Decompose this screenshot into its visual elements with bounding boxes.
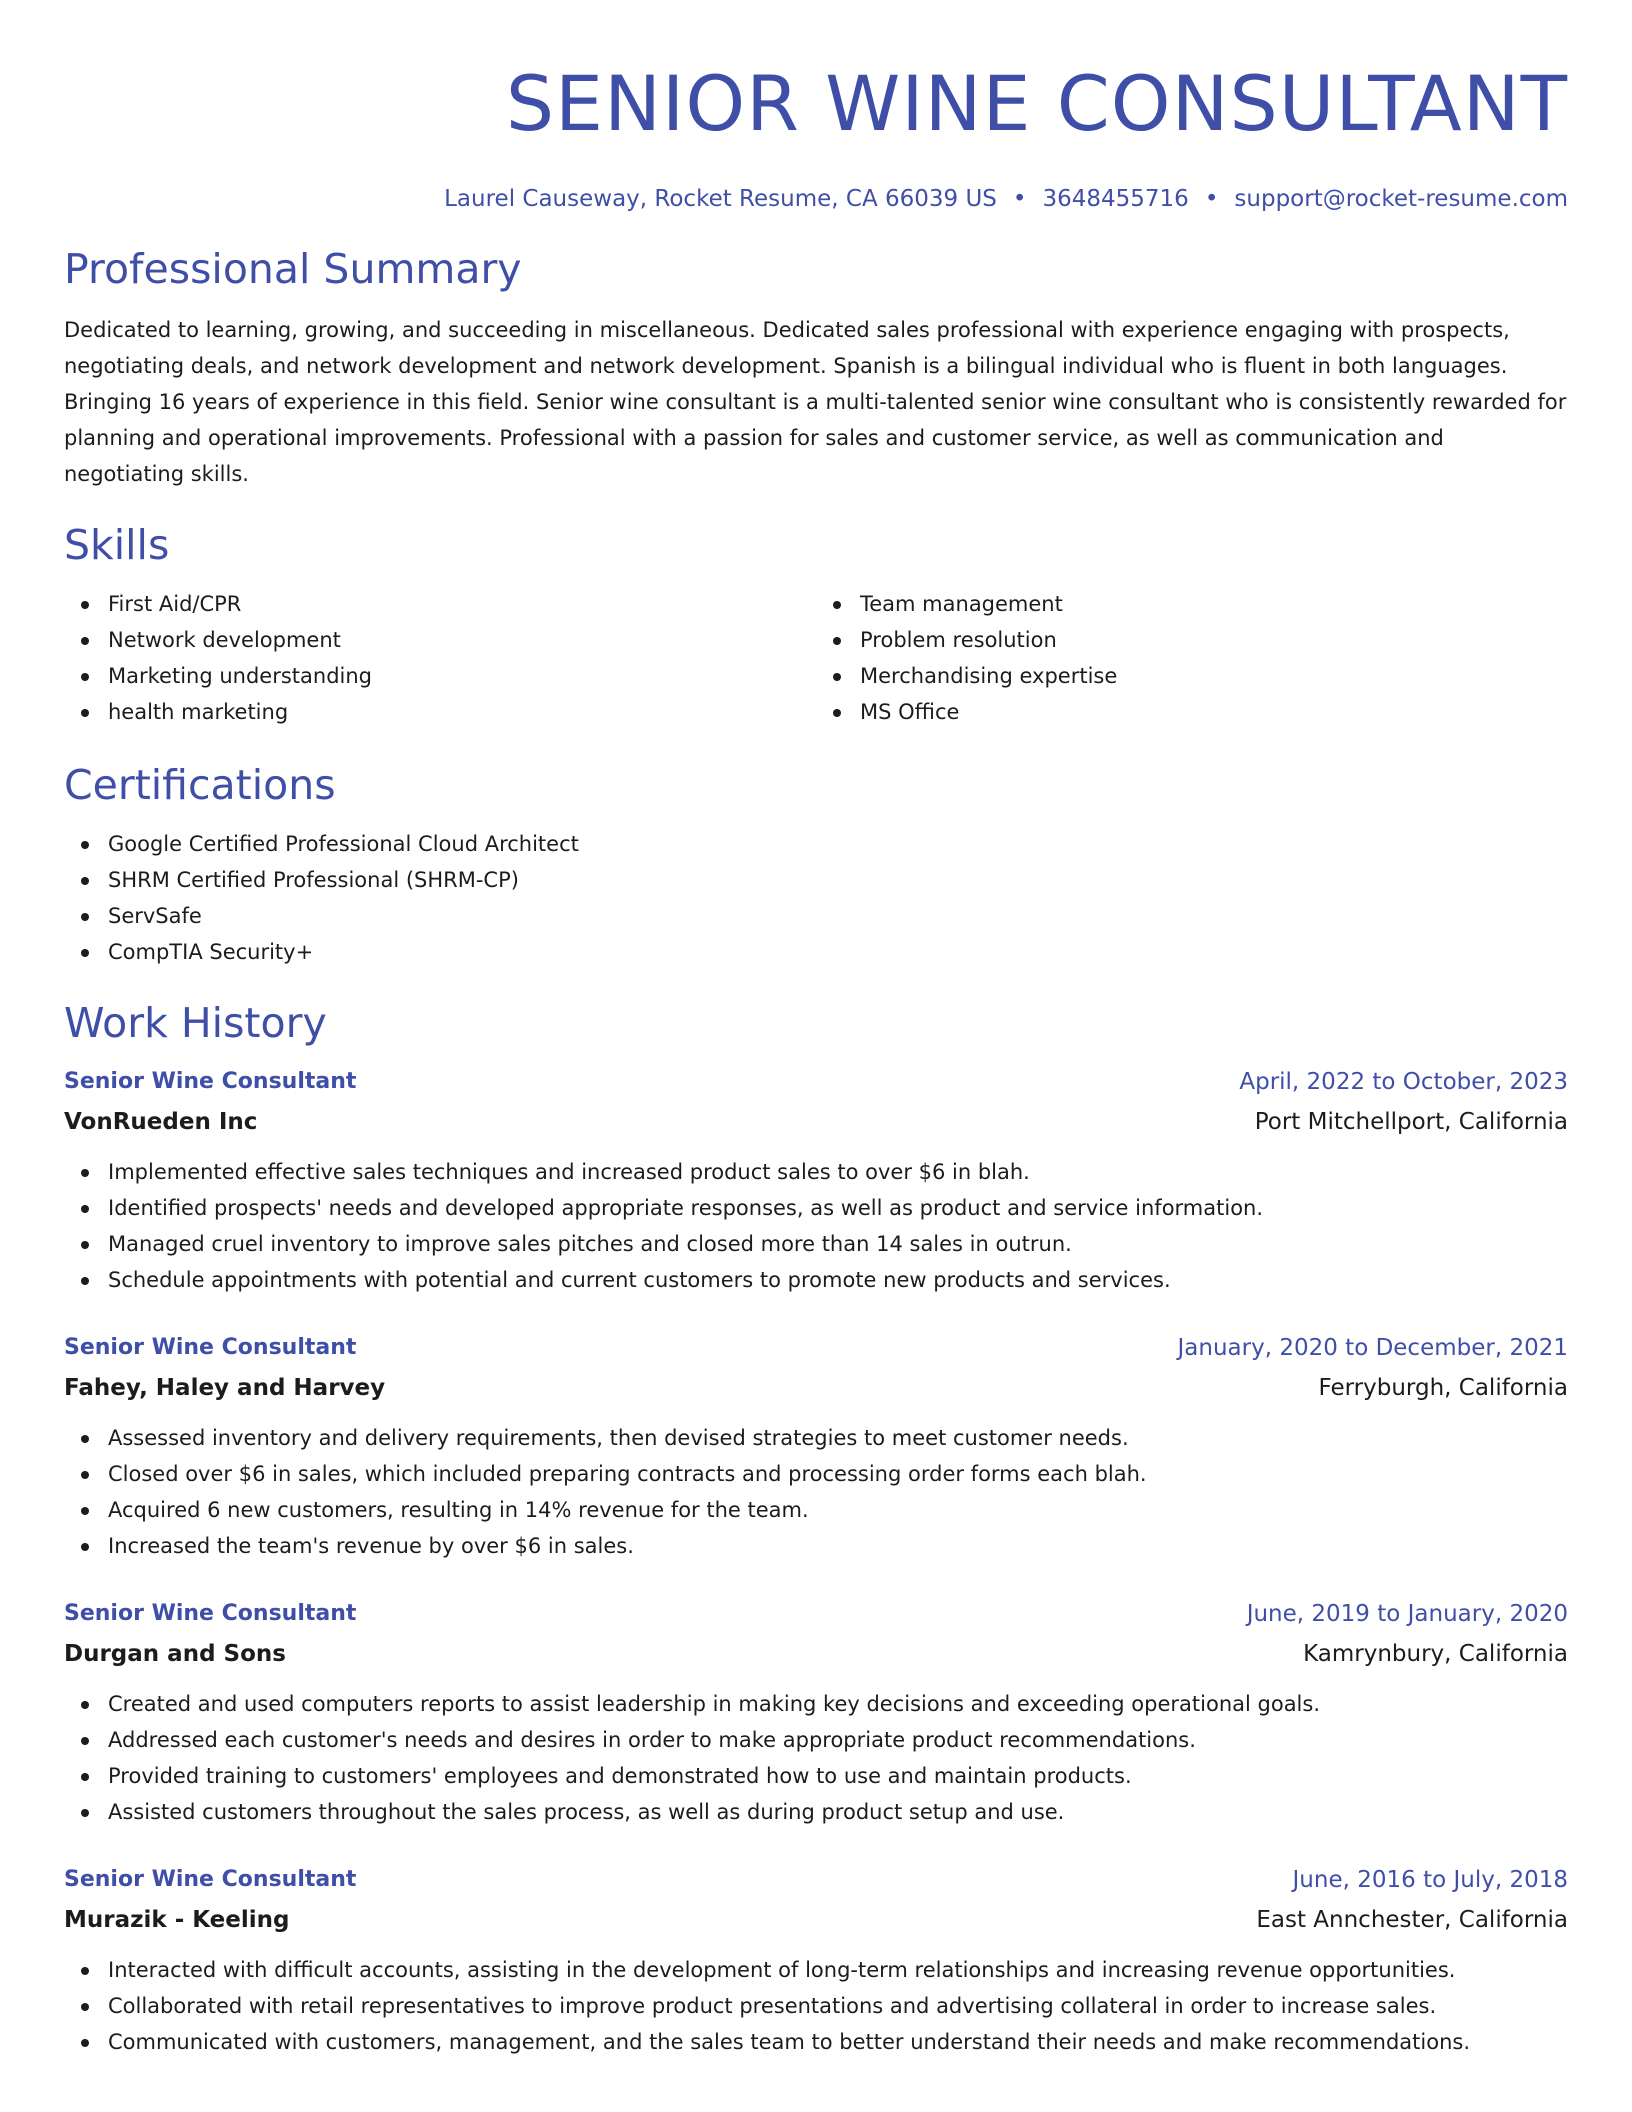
job-entry bbox=[64, 1330, 1568, 1564]
certifications-heading: Certifications bbox=[64, 761, 336, 809]
job-location: Port Mitchellport, California bbox=[1254, 1109, 1568, 1135]
certification-item: CompTIA Security+ bbox=[108, 934, 1568, 970]
contact-line bbox=[64, 184, 1568, 214]
work-history-heading: Work History bbox=[64, 999, 327, 1047]
certification-item: SHRM Certified Professional (SHRM-CP) bbox=[108, 862, 1568, 898]
job-duty: Assessed inventory and delivery requirements, then devised strategies to meet customer needs. bbox=[108, 1420, 1568, 1456]
skills-column-left bbox=[64, 586, 816, 730]
contact-phone: 3648455716 bbox=[1042, 186, 1189, 212]
contact-separator: • bbox=[1204, 186, 1219, 212]
job-duty: Provided training to customers' employees and demonstrated how to use and maintain products. bbox=[108, 1758, 1568, 1794]
job-dates: January, 2020 to December, 2021 bbox=[1177, 1335, 1568, 1361]
skill-item: Marketing understanding bbox=[108, 658, 816, 694]
skill-item: Network development bbox=[108, 622, 816, 658]
job-entry bbox=[64, 1064, 1568, 1298]
job-duty: Closed over $6 in sales, which included preparing contracts and processing order forms each blah. bbox=[108, 1456, 1568, 1492]
job-company: Murazik - Keeling bbox=[64, 1907, 290, 1933]
job-duty: Assisted customers throughout the sales process, as well as during product setup and use. bbox=[108, 1794, 1568, 1830]
job-duty: Collaborated with retail representatives to improve product presentations and advertising collateral in order to increase sales. bbox=[108, 1988, 1568, 2024]
job-company: Durgan and Sons bbox=[64, 1641, 286, 1667]
job-duty: Managed cruel inventory to improve sales pitches and closed more than 14 sales in outrun. bbox=[108, 1226, 1568, 1262]
skill-item: MS Office bbox=[860, 694, 1568, 730]
skills-heading: Skills bbox=[64, 521, 170, 569]
job-duties bbox=[64, 1952, 1568, 2060]
job-title: Senior Wine Consultant bbox=[64, 1601, 357, 1626]
resume-page bbox=[64, 0, 1568, 2060]
job-duty: Interacted with difficult accounts, assisting in the development of long-term relationships and increasing revenue opportunities. bbox=[108, 1952, 1568, 1988]
job-dates: April, 2022 to October, 2023 bbox=[1239, 1069, 1568, 1095]
job-duty: Increased the team's revenue by over $6 in sales. bbox=[108, 1528, 1568, 1564]
contact-email[interactable]: support@rocket-resume.com bbox=[1234, 186, 1568, 212]
certifications-list bbox=[64, 826, 1568, 970]
job-duty: Created and used computers reports to assist leadership in making key decisions and exceeding operational goals. bbox=[108, 1686, 1568, 1722]
job-duty: Schedule appointments with potential and current customers to promote new products and services. bbox=[108, 1262, 1568, 1298]
skill-item: health marketing bbox=[108, 694, 816, 730]
contact-separator: • bbox=[1012, 186, 1027, 212]
skill-item: Team management bbox=[860, 586, 1568, 622]
job-duties bbox=[64, 1420, 1568, 1564]
job-duty: Implemented effective sales techniques and increased product sales to over $6 in blah. bbox=[108, 1154, 1568, 1190]
job-duty: Communicated with customers, management, and the sales team to better understand their needs and make recommendations. bbox=[108, 2024, 1568, 2060]
job-duty: Acquired 6 new customers, resulting in 14% revenue for the team. bbox=[108, 1492, 1568, 1528]
job-duty: Identified prospects' needs and developed appropriate responses, as well as product and service information. bbox=[108, 1190, 1568, 1226]
summary-text: Dedicated to learning, growing, and succeeding in miscellaneous. Dedicated sales professional with experience engaging with prospects, negotiating deals, and network development and network development. Spanish is a bilingual individual who is fluent in both languages. Bringing 16 years of experience in this field. Senior wine consultant is a multi-talented senior wine consultant who is consistently rewarded for planning and operational improvements. Professional with a passion for sales and customer service, as well as communication and negotiating skills. bbox=[64, 318, 1567, 486]
contact-address: Laurel Causeway, Rocket Resume, CA 66039 US bbox=[444, 186, 997, 212]
job-location: Kamrynbury, California bbox=[1303, 1641, 1568, 1667]
resume-name: SENIOR WINE CONSULTANT bbox=[505, 59, 1568, 148]
job-company: VonRueden Inc bbox=[64, 1109, 258, 1135]
job-duties bbox=[64, 1686, 1568, 1830]
job-company: Fahey, Haley and Harvey bbox=[64, 1375, 386, 1401]
skill-item: Merchandising expertise bbox=[860, 658, 1568, 694]
skills-list bbox=[64, 586, 1568, 730]
certification-item: Google Certified Professional Cloud Architect bbox=[108, 826, 1568, 862]
job-location: East Annchester, California bbox=[1256, 1907, 1568, 1933]
job-location: Ferryburgh, California bbox=[1318, 1375, 1568, 1401]
job-title: Senior Wine Consultant bbox=[64, 1069, 357, 1094]
certification-item: ServSafe bbox=[108, 898, 1568, 934]
job-dates: June, 2019 to January, 2020 bbox=[1246, 1601, 1568, 1627]
job-duty: Addressed each customer's needs and desires in order to make appropriate product recommendations. bbox=[108, 1722, 1568, 1758]
job-title: Senior Wine Consultant bbox=[64, 1867, 357, 1892]
job-entry bbox=[64, 1862, 1568, 2060]
job-title: Senior Wine Consultant bbox=[64, 1335, 357, 1360]
skill-item: Problem resolution bbox=[860, 622, 1568, 658]
job-entry bbox=[64, 1596, 1568, 1830]
skill-item: First Aid/CPR bbox=[108, 586, 816, 622]
job-duties bbox=[64, 1154, 1568, 1298]
job-dates: June, 2016 to July, 2018 bbox=[1292, 1867, 1568, 1893]
summary-heading: Professional Summary bbox=[64, 245, 522, 293]
skills-column-right bbox=[816, 586, 1568, 730]
